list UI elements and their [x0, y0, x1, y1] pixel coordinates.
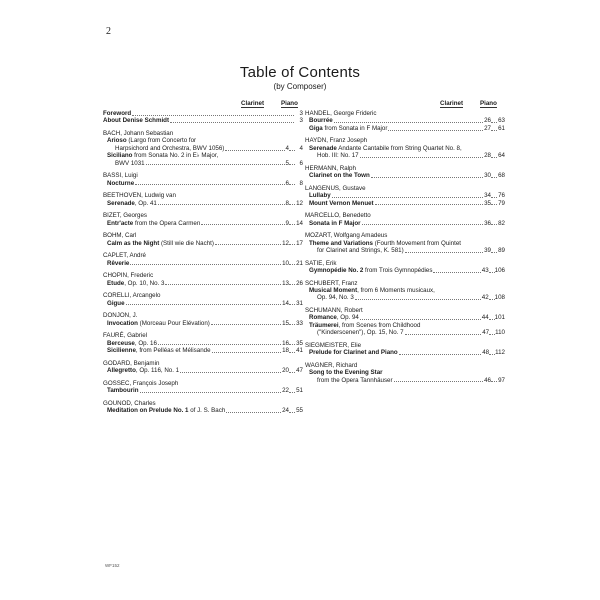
- composer-name: GOUNOD, Charles: [103, 399, 156, 407]
- piano-page-number: 12: [296, 199, 303, 207]
- toc-entries: [103, 110, 303, 414]
- piece-title: About Denise Schmidt: [103, 117, 170, 125]
- toc-item-label: [107, 347, 211, 354]
- toc-item-continuation: [103, 145, 303, 152]
- clarinet-page-number: 36: [484, 219, 491, 227]
- piece-description-continued: Hob. III: No. 17: [317, 152, 359, 160]
- piano-page-number: 6: [299, 159, 303, 167]
- piece-description-continued: BWV 1031: [115, 159, 145, 167]
- footer-code: WF152: [105, 563, 120, 568]
- dot-leader: [158, 344, 281, 345]
- clarinet-page-number: 9: [285, 219, 289, 227]
- dot-leader: [170, 122, 294, 123]
- toc-item-label: [309, 369, 383, 376]
- dot-leader: [180, 372, 281, 373]
- piece-title: Clarinet on the Town: [309, 172, 370, 180]
- toc-item-label: [309, 200, 374, 207]
- piece-title: Nocturne: [107, 179, 135, 187]
- clarinet-page-number: 26: [484, 117, 491, 125]
- toc-item: [305, 240, 505, 247]
- piano-page-number: 31: [296, 299, 303, 307]
- dot-leader: [360, 319, 481, 320]
- piece-title: Rêverie: [107, 259, 130, 267]
- dot-leader: [132, 115, 294, 116]
- toc-item-label: [107, 300, 125, 307]
- piano-page-number: 3: [299, 117, 303, 125]
- toc-entry: [103, 130, 303, 167]
- dot-leader: [226, 412, 281, 413]
- piece-description: from Sonata No. 2 in E♭ Major,: [132, 152, 219, 160]
- toc-item-continuation: [103, 160, 303, 167]
- clarinet-page-number: 14: [282, 299, 289, 307]
- toc-item-label: [107, 260, 129, 267]
- composer-name: LANGENUS, Gustave: [305, 184, 366, 192]
- piece-description-continued: Op. 94, No. 3: [317, 294, 354, 302]
- piece-description: (Still wie die Nacht): [159, 239, 214, 247]
- toc-entry: [305, 260, 505, 275]
- toc-right-column: [305, 100, 505, 389]
- clarinet-page-number: 27: [484, 124, 491, 132]
- piece-title: Serenade: [107, 199, 135, 207]
- piano-page-number: 79: [498, 199, 505, 207]
- piano-page-number: 61: [498, 124, 505, 132]
- piece-description: (Morceau Pour Elévation): [137, 319, 210, 327]
- toc-entry: [305, 137, 505, 159]
- piece-description: Andante Cantabile from String Quartet No. 8,: [336, 144, 462, 152]
- toc-item-label: [309, 220, 361, 227]
- toc-item-label: [309, 314, 359, 321]
- toc-item: [103, 340, 303, 347]
- toc-item: [305, 314, 505, 321]
- dot-leader: [334, 122, 483, 123]
- column-headers: [305, 100, 505, 110]
- clarinet-page-number: 34: [484, 192, 491, 200]
- piece-title: Musical Moment: [309, 287, 358, 295]
- toc-entry: [103, 332, 303, 354]
- piece-description: (Largo from Concerto for: [126, 137, 197, 145]
- toc-item: [103, 280, 303, 287]
- toc-left-column: [103, 100, 303, 420]
- piano-page-number: 110: [495, 329, 505, 337]
- toc-item: [305, 267, 505, 274]
- clarinet-page-number: 39: [484, 247, 491, 255]
- piano-page-number: 76: [498, 192, 505, 200]
- piano-page-number: 33: [296, 319, 303, 327]
- dot-leader: [215, 244, 281, 245]
- piece-title: Lullaby: [309, 192, 331, 200]
- toc-item: [305, 172, 505, 179]
- toc-item: [103, 387, 303, 394]
- piece-description-continued: for Clarinet and Strings, K. 581): [317, 247, 404, 255]
- piece-description: from the Opera Carmen: [133, 219, 201, 227]
- toc-item-label: [107, 340, 157, 347]
- toc-item: [103, 220, 303, 227]
- toc-item: [103, 260, 303, 267]
- toc-entry: [305, 232, 505, 254]
- composer-name: CORELLI, Arcangelo: [103, 292, 161, 300]
- toc-item-continuation: [305, 329, 505, 336]
- clarinet-page-number: 44: [481, 314, 489, 322]
- toc-item: [305, 349, 505, 356]
- toc-item-label: [107, 407, 225, 414]
- composer-name: DONJON, J.: [103, 312, 138, 320]
- toc-item-label: [107, 220, 200, 227]
- composer-name: BASSI, Luigi: [103, 172, 138, 180]
- piece-title: Tambourin: [107, 387, 139, 395]
- clarinet-page-number: 24: [282, 407, 289, 415]
- piece-title: Sicilienne: [107, 347, 136, 355]
- toc-item: [103, 407, 303, 414]
- toc-item: [103, 240, 303, 247]
- toc-entry: [305, 110, 505, 132]
- composer-name: MARCELLO, Benedetto: [305, 212, 371, 220]
- clarinet-page-number: 4: [285, 144, 289, 152]
- dot-leader: [225, 150, 284, 151]
- toc-item: [103, 117, 303, 124]
- piano-page-number: 4: [299, 144, 303, 152]
- dot-leader: [371, 177, 483, 178]
- clarinet-page-number: 48: [482, 349, 490, 357]
- toc-item-label: [107, 320, 210, 327]
- toc-item-continuation: [305, 294, 505, 301]
- clarinet-page-number: 6: [285, 179, 289, 187]
- dot-leader: [405, 252, 483, 253]
- composer-name: SCHUMANN, Robert: [305, 307, 363, 315]
- clarinet-page-number: 10: [282, 259, 289, 267]
- piece-title: Allegretto: [107, 367, 136, 375]
- piano-page-number: 108: [494, 294, 505, 302]
- clarinet-page-number: 42: [481, 294, 489, 302]
- dot-leader: [126, 304, 282, 305]
- toc-entries: [305, 110, 505, 384]
- toc-entry: [103, 312, 303, 327]
- piece-title: Bourrée: [309, 117, 333, 125]
- toc-item-label: [107, 200, 157, 207]
- piece-title: Romance: [309, 314, 337, 322]
- piano-page-number: 82: [498, 219, 505, 227]
- toc-entry: [305, 165, 505, 180]
- toc-item-label: [309, 145, 462, 152]
- toc-item-label: [309, 349, 398, 356]
- piece-title: Arioso: [107, 137, 127, 145]
- toc-entry: [103, 232, 303, 247]
- clarinet-column-header: Clarinet: [241, 100, 265, 107]
- toc-item-continuation: [305, 377, 505, 384]
- toc-item-continuation: [305, 247, 505, 254]
- toc-item: [103, 200, 303, 207]
- clarinet-page-number: 13: [282, 279, 289, 287]
- toc-item: [305, 125, 505, 132]
- piece-description: of J. S. Bach: [188, 407, 226, 415]
- piano-page-number: 64: [498, 152, 505, 160]
- toc-entry: [103, 400, 303, 415]
- composer-name: HAYDN, Franz Joseph: [305, 137, 368, 145]
- composer-name: WAGNER, Richard: [305, 361, 358, 369]
- toc-item-label: [309, 192, 331, 199]
- toc-entry: [103, 360, 303, 375]
- piece-title: Meditation on Prelude No. 1: [107, 407, 189, 415]
- piece-title: Gymnopédie No. 2: [309, 267, 364, 275]
- toc-entry: [305, 212, 505, 227]
- dot-leader: [375, 204, 483, 205]
- toc-entry: [103, 192, 303, 207]
- clarinet-page-number: 8: [285, 199, 289, 207]
- toc-item: [305, 287, 505, 294]
- piece-title: Berceuse: [107, 339, 135, 347]
- composer-name: CAPLET, André: [103, 252, 146, 260]
- piano-page-number: 89: [498, 247, 505, 255]
- page-title: Table of Contents: [239, 64, 361, 81]
- piece-title: Prelude for Clarinet and Piano: [309, 349, 398, 357]
- composer-name: HERMANN, Ralph: [305, 164, 356, 172]
- piano-page-number: 101: [494, 314, 505, 322]
- toc-item-label: [103, 117, 169, 124]
- piece-description: , Op. 10, No. 3: [124, 279, 165, 287]
- clarinet-column-header: Clarinet: [440, 100, 464, 107]
- composer-name: FAURÉ, Gabriel: [103, 332, 148, 340]
- composer-name: BEETHOVEN, Ludwig van: [103, 192, 176, 200]
- toc-item-label: [309, 287, 435, 294]
- piano-page-number: 55: [296, 407, 303, 415]
- toc-item-label: [107, 180, 134, 187]
- piece-title: Song to the Evening Star: [309, 369, 383, 377]
- piano-page-number: 112: [495, 349, 505, 357]
- piano-page-number: 3: [299, 110, 303, 117]
- piano-page-number: 97: [498, 376, 505, 384]
- toc-item-label: [309, 125, 387, 132]
- piece-description: , from Scenes from Childhood: [338, 321, 421, 329]
- piece-title: Theme and Variations: [309, 239, 373, 247]
- toc-entry: [103, 172, 303, 187]
- clarinet-page-number: 18: [282, 347, 289, 355]
- composer-name: GODARD, Benjamin: [103, 359, 160, 367]
- toc-entry: [103, 212, 303, 227]
- toc-item-continuation: [305, 152, 505, 159]
- dot-leader: [332, 197, 483, 198]
- toc-item-label: [309, 172, 370, 179]
- toc-item: [103, 110, 303, 117]
- toc-item-label: [107, 152, 218, 159]
- piece-title: Gigue: [107, 299, 125, 307]
- dot-leader: [433, 272, 480, 273]
- piano-page-number: 106: [494, 267, 505, 275]
- toc-item: [103, 152, 303, 159]
- piano-page-number: 21: [296, 259, 303, 267]
- piece-title: Träumerei: [309, 321, 339, 329]
- piece-description-continued: from the Opera Tannhäuser: [317, 376, 393, 384]
- toc-item-label: [107, 240, 214, 247]
- clarinet-page-number: 35: [484, 199, 491, 207]
- column-headers: [103, 100, 303, 110]
- piano-page-number: 47: [296, 367, 303, 375]
- toc-entry: [103, 110, 303, 125]
- piece-title: Serenade: [309, 144, 337, 152]
- clarinet-page-number: 12: [282, 239, 289, 247]
- dot-leader: [165, 284, 281, 285]
- toc-item: [103, 180, 303, 187]
- composer-name: MOZART, Wolfgang Amadeus: [305, 232, 388, 240]
- clarinet-page-number: 22: [282, 387, 289, 395]
- piano-page-number: 8: [299, 179, 303, 187]
- piece-title: Siciliano: [107, 152, 133, 160]
- composer-name: SIEGMEISTER, Elie: [305, 341, 362, 349]
- toc-entry: [103, 292, 303, 307]
- composer-name: HANDEL, George Frideric: [305, 110, 377, 117]
- toc-entry: [305, 342, 505, 357]
- piano-page-number: 35: [296, 339, 303, 347]
- toc-item-label: [107, 387, 139, 394]
- dot-leader: [355, 299, 481, 300]
- piano-page-number: 51: [296, 387, 303, 395]
- composer-name: GOSSEC, François Joseph: [103, 379, 179, 387]
- page-subtitle: (by Composer): [273, 82, 327, 91]
- toc-entry: [103, 380, 303, 395]
- toc-item: [103, 320, 303, 327]
- dot-leader: [140, 392, 282, 393]
- toc-item-label: [309, 117, 333, 124]
- toc-item: [305, 117, 505, 124]
- composer-name: BIZET, Georges: [103, 212, 148, 220]
- piece-description: , Op. 94: [336, 314, 359, 322]
- toc-item-label: [103, 110, 131, 117]
- dot-leader: [399, 354, 482, 355]
- composer-name: BOHM, Carl: [103, 232, 137, 240]
- piece-description-continued: ("Kinderscenen"), Op. 15, No. 7: [317, 329, 404, 337]
- piano-column-header: Piano: [281, 100, 298, 107]
- piano-page-number: 26: [296, 279, 303, 287]
- toc-item: [305, 200, 505, 207]
- dot-leader: [212, 352, 282, 353]
- toc-item: [305, 220, 505, 227]
- piece-title: Foreword: [103, 110, 132, 117]
- dot-leader: [362, 224, 484, 225]
- piece-description: , Op. 116, No. 1: [135, 367, 180, 375]
- clarinet-page-number: 16: [282, 339, 289, 347]
- piano-page-number: 68: [498, 172, 505, 180]
- dot-leader: [201, 224, 284, 225]
- toc-entry: [305, 307, 505, 337]
- clarinet-page-number: 28: [484, 152, 491, 160]
- piece-description: , from Pelléas et Mélisande: [135, 347, 211, 355]
- toc-entry: [103, 252, 303, 267]
- toc-item-label: [309, 240, 461, 247]
- toc-item: [305, 369, 505, 376]
- composer-name: SATIE, Erik: [305, 259, 337, 267]
- toc-item-label: [309, 267, 432, 274]
- piano-page-number: 17: [296, 239, 303, 247]
- piece-description: (Fourth Movement from Quintet: [372, 239, 461, 247]
- toc-entry: [305, 362, 505, 384]
- toc-item: [103, 367, 303, 374]
- dot-leader: [135, 184, 284, 185]
- composer-name: CHOPIN, Frederic: [103, 272, 154, 280]
- clarinet-page-number: 46: [484, 376, 491, 384]
- piece-description-continued: Harpsichord and Orchestra, BWV 1056): [115, 144, 225, 152]
- toc-entry: [305, 280, 505, 302]
- piano-page-number: 41: [296, 347, 303, 355]
- piano-page-number: 14: [296, 219, 303, 227]
- clarinet-page-number: 47: [482, 329, 490, 337]
- toc-item-label: [107, 367, 179, 374]
- toc-item: [103, 300, 303, 307]
- toc-entry: [305, 185, 505, 207]
- dot-leader: [394, 381, 484, 382]
- toc-item-label: [309, 322, 420, 329]
- clarinet-page-number: 5: [285, 159, 289, 167]
- composer-name: SCHUBERT, Franz: [305, 279, 358, 287]
- toc-item-label: [107, 137, 196, 144]
- dot-leader: [130, 264, 281, 265]
- toc-item: [305, 145, 505, 152]
- clarinet-page-number: 43: [481, 267, 489, 275]
- clarinet-page-number: 20: [282, 367, 289, 375]
- composer-name: BACH, Johann Sebastian: [103, 130, 174, 137]
- clarinet-page-number: 30: [484, 172, 491, 180]
- piece-title: Sonata in F Major: [309, 219, 361, 227]
- dot-leader: [388, 130, 483, 131]
- piece-description: , from 6 Moments musicaux,: [357, 287, 435, 295]
- piece-title: Invocation: [107, 319, 138, 327]
- piece-title: Calm as the Night: [107, 239, 160, 247]
- piece-title: Mount Vernon Menuet: [309, 199, 374, 207]
- toc-entry: [103, 272, 303, 287]
- page-number: 2: [106, 26, 111, 37]
- toc-item: [305, 192, 505, 199]
- piano-page-number: 63: [498, 117, 505, 125]
- piano-column-header: Piano: [480, 100, 497, 107]
- toc-item-label: [107, 280, 164, 287]
- dot-leader: [211, 324, 281, 325]
- piece-description: , Op. 16: [134, 339, 157, 347]
- toc-item: [103, 347, 303, 354]
- piece-title: Entr'acte: [107, 219, 134, 227]
- toc-item: [103, 137, 303, 144]
- piece-title: Giga: [309, 124, 323, 132]
- piece-description: from Trois Gymnopédies: [363, 267, 433, 275]
- toc-item: [305, 322, 505, 329]
- piece-description: , Op. 41: [134, 199, 157, 207]
- dot-leader: [405, 334, 482, 335]
- dot-leader: [360, 157, 483, 158]
- dot-leader: [158, 204, 285, 205]
- piece-title: Etude: [107, 279, 125, 287]
- dot-leader: [146, 164, 285, 165]
- clarinet-page-number: 15: [282, 319, 289, 327]
- piece-description: from Sonata in F Major: [322, 124, 388, 132]
